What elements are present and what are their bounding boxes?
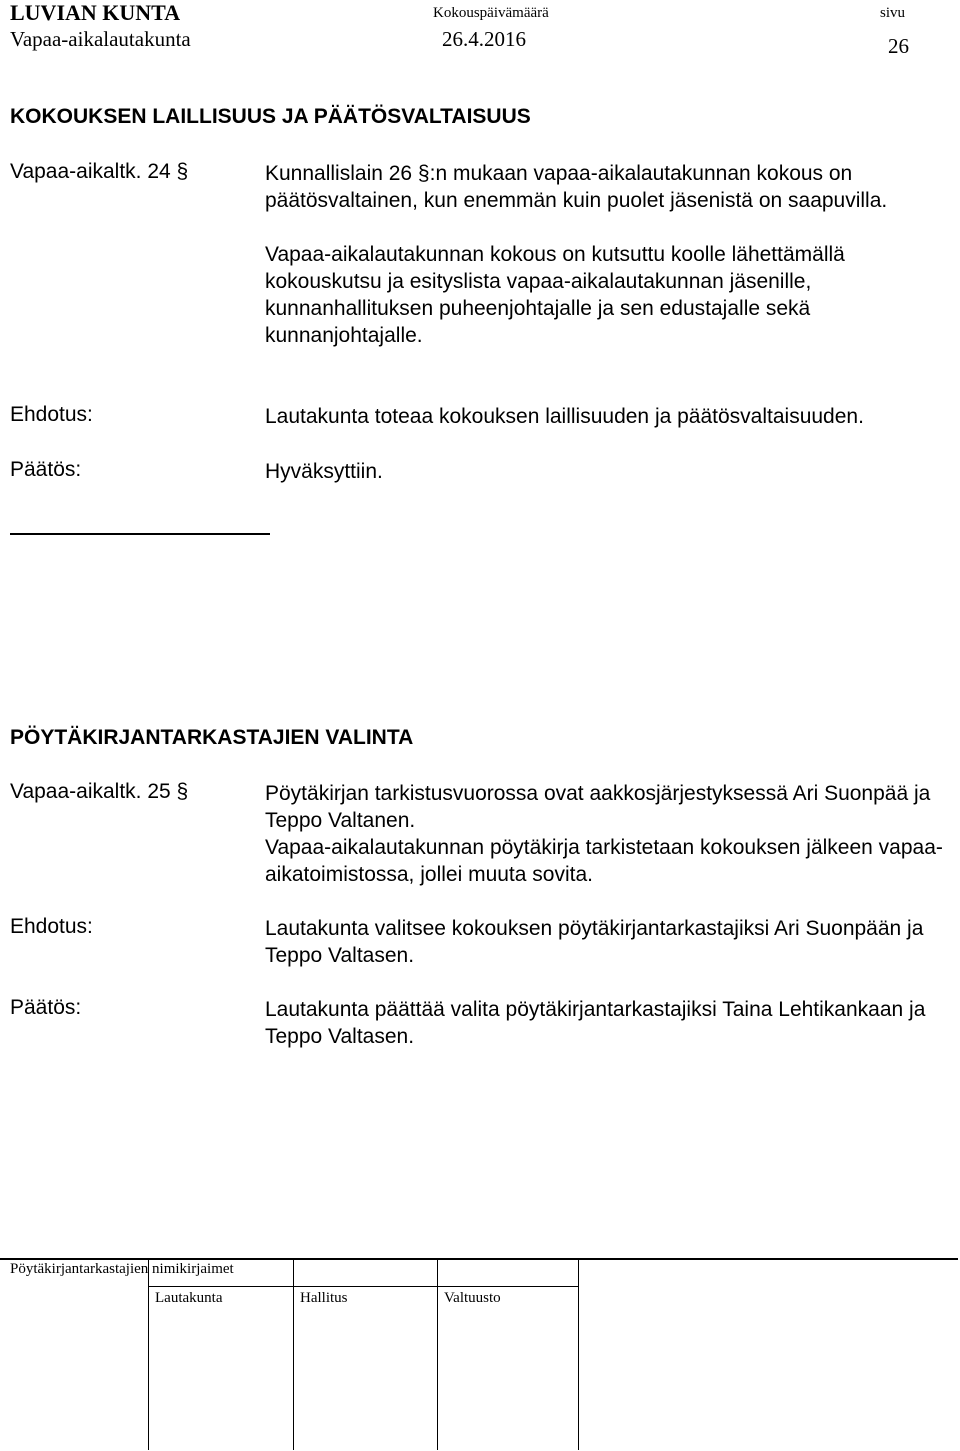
column-board: Lautakunta	[155, 1290, 223, 1306]
proposal-text: Lautakunta toteaa kokouksen laillisuuden ja päätösvaltaisuuden.	[265, 405, 864, 428]
footer-column-divider	[578, 1258, 579, 1450]
decision-text: Hyväksyttiin.	[265, 460, 383, 483]
section-divider	[10, 533, 270, 535]
column-council: Valtuusto	[444, 1290, 501, 1306]
body-paragraph: Vapaa-aikalautakunnan pöytäkirja tarkistetaan kokouksen jälkeen vapaa-aikatoimistossa, jollei muuta sovita.	[265, 836, 943, 886]
decision-label: Päätös:	[10, 996, 82, 1019]
item-reference: Vapaa-aikaltk. 25 §	[10, 780, 189, 803]
initials-label: Pöytäkirjantarkastajien nimikirjaimet	[10, 1261, 234, 1277]
section-title: KOKOUKSEN LAILLISUUS JA PÄÄTÖSVALTAISUUS	[10, 105, 531, 128]
decision-label: Päätös:	[10, 458, 82, 481]
column-government: Hallitus	[300, 1290, 348, 1306]
section-title: PÖYTÄKIRJANTARKASTAJIEN VALINTA	[10, 726, 414, 749]
committee-name: Vapaa-aikalautakunta	[10, 27, 191, 51]
body-paragraph: Vapaa-aikalautakunnan kokous on kutsuttu koolle lähettämällä kokouskutsu ja esityslista vapaa-aikalautakunnan jäsenille, kunnanhallituksen puheenjohtajalle ja sen edustajalle sekä kunnanjohtajalle.	[265, 243, 845, 347]
proposal-label: Ehdotus:	[10, 403, 93, 426]
body-paragraph: Kunnallislain 26 §:n mukaan vapaa-aikalautakunnan kokous on päätösvaltainen, kun enemmän kuin puolet jäsenistä on saapuvilla.	[265, 162, 888, 212]
proposal-label: Ehdotus:	[10, 915, 93, 938]
item-body	[265, 780, 955, 888]
decision-text: Lautakunta päättää valita pöytäkirjantarkastajiksi Taina Lehtikankaan ja Teppo Valtasen.	[265, 998, 926, 1048]
initials-footer	[0, 1258, 958, 1450]
meeting-date-label: Kokouspäivämäärä	[433, 5, 549, 21]
page-label: sivu	[880, 5, 906, 21]
body-paragraph: Pöytäkirjan tarkistusvuorossa ovat aakkosjärjestyksessä Ari Suonpää ja Teppo Valtanen.	[265, 782, 931, 832]
page-number: 26	[888, 34, 909, 58]
meeting-date: 26.4.2016	[442, 27, 526, 51]
municipality-name: LUVIAN KUNTA	[10, 0, 181, 25]
footer-top-rule	[0, 1258, 958, 1260]
footer-header-rule	[148, 1286, 578, 1287]
item-body	[265, 160, 955, 349]
proposal-text: Lautakunta valitsee kokouksen pöytäkirjantarkastajiksi Ari Suonpään ja Teppo Valtasen.	[265, 917, 924, 967]
item-reference: Vapaa-aikaltk. 24 §	[10, 160, 189, 183]
